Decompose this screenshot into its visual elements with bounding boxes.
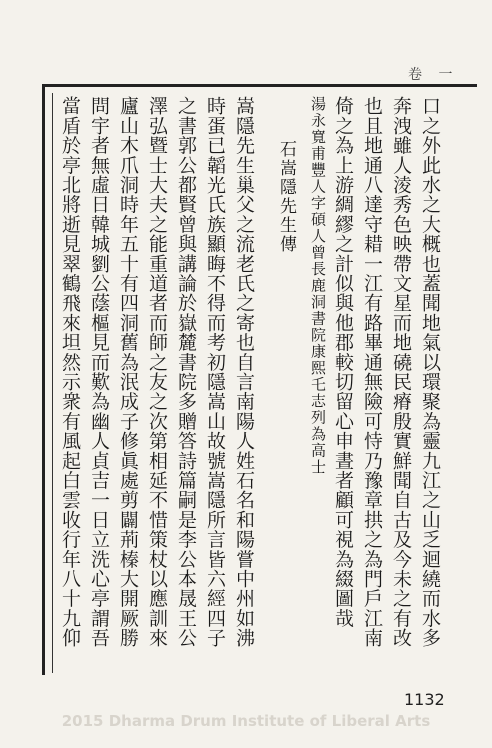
text-column-3: 也且地通八達守耤一江有路畢通無險可恃乃豫章拱之為門戶江南 bbox=[361, 96, 383, 648]
text-column-11: 廬山木爪洞時年五十有四洞舊為泯成子修眞處剪闢荊榛大開厥勝 bbox=[117, 96, 139, 648]
text-column-9: 之書郭公都賢曾與講論於嶽麓書院多贈答詩篇嗣是李公本晟王公 bbox=[175, 96, 197, 648]
page-number: 1132 bbox=[404, 690, 445, 709]
text-column-10: 澤弘暨士大夫之能重道者而師之友之次第相延不惜策杖以應訓來 bbox=[146, 96, 168, 648]
text-column-12: 問宇者無虛日韓城劉公蔭樞見而歎為幽人貞吉一日立洗心亭謂吾 bbox=[88, 96, 110, 648]
text-column-7: 嵩隱先生巢父之流老氏之寄也自言南陽人姓石名和陽嘗中州如沸 bbox=[233, 96, 255, 648]
text-column-4: 倚之為上游綢繆之計似與他郡較切留心申晝者顧可視為綴圖哉 bbox=[332, 96, 354, 628]
text-column-13: 當盾於亭北將逝見翠鶴飛來坦然示衆有風起白雲收行年八十九仰 bbox=[59, 96, 81, 648]
text-column-1: 口之外此水之大概也蓋聞地氣以環聚為靈九江之山乏迴繞而水多 bbox=[419, 96, 441, 648]
text-column-8: 時蛋已韜光氏族顯晦不得而考初隱嵩山故號嵩隱所言皆六經四子 bbox=[204, 96, 226, 648]
section-title: 石嵩隱先生傳 bbox=[276, 140, 296, 254]
author-note-column: 湯永寬甫豐人字碩人曾長鹿洞書院康熙乇志列為高士 bbox=[309, 96, 327, 476]
text-column-2: 奔洩雖人淩秀色映帶文星而地磽民瘠殷實鮮聞自古及今未之有改 bbox=[390, 96, 412, 648]
header-marks: 卷 一 bbox=[408, 67, 459, 83]
watermark: 2015 Dharma Drum Institute of Liberal Arts bbox=[61, 712, 431, 730]
